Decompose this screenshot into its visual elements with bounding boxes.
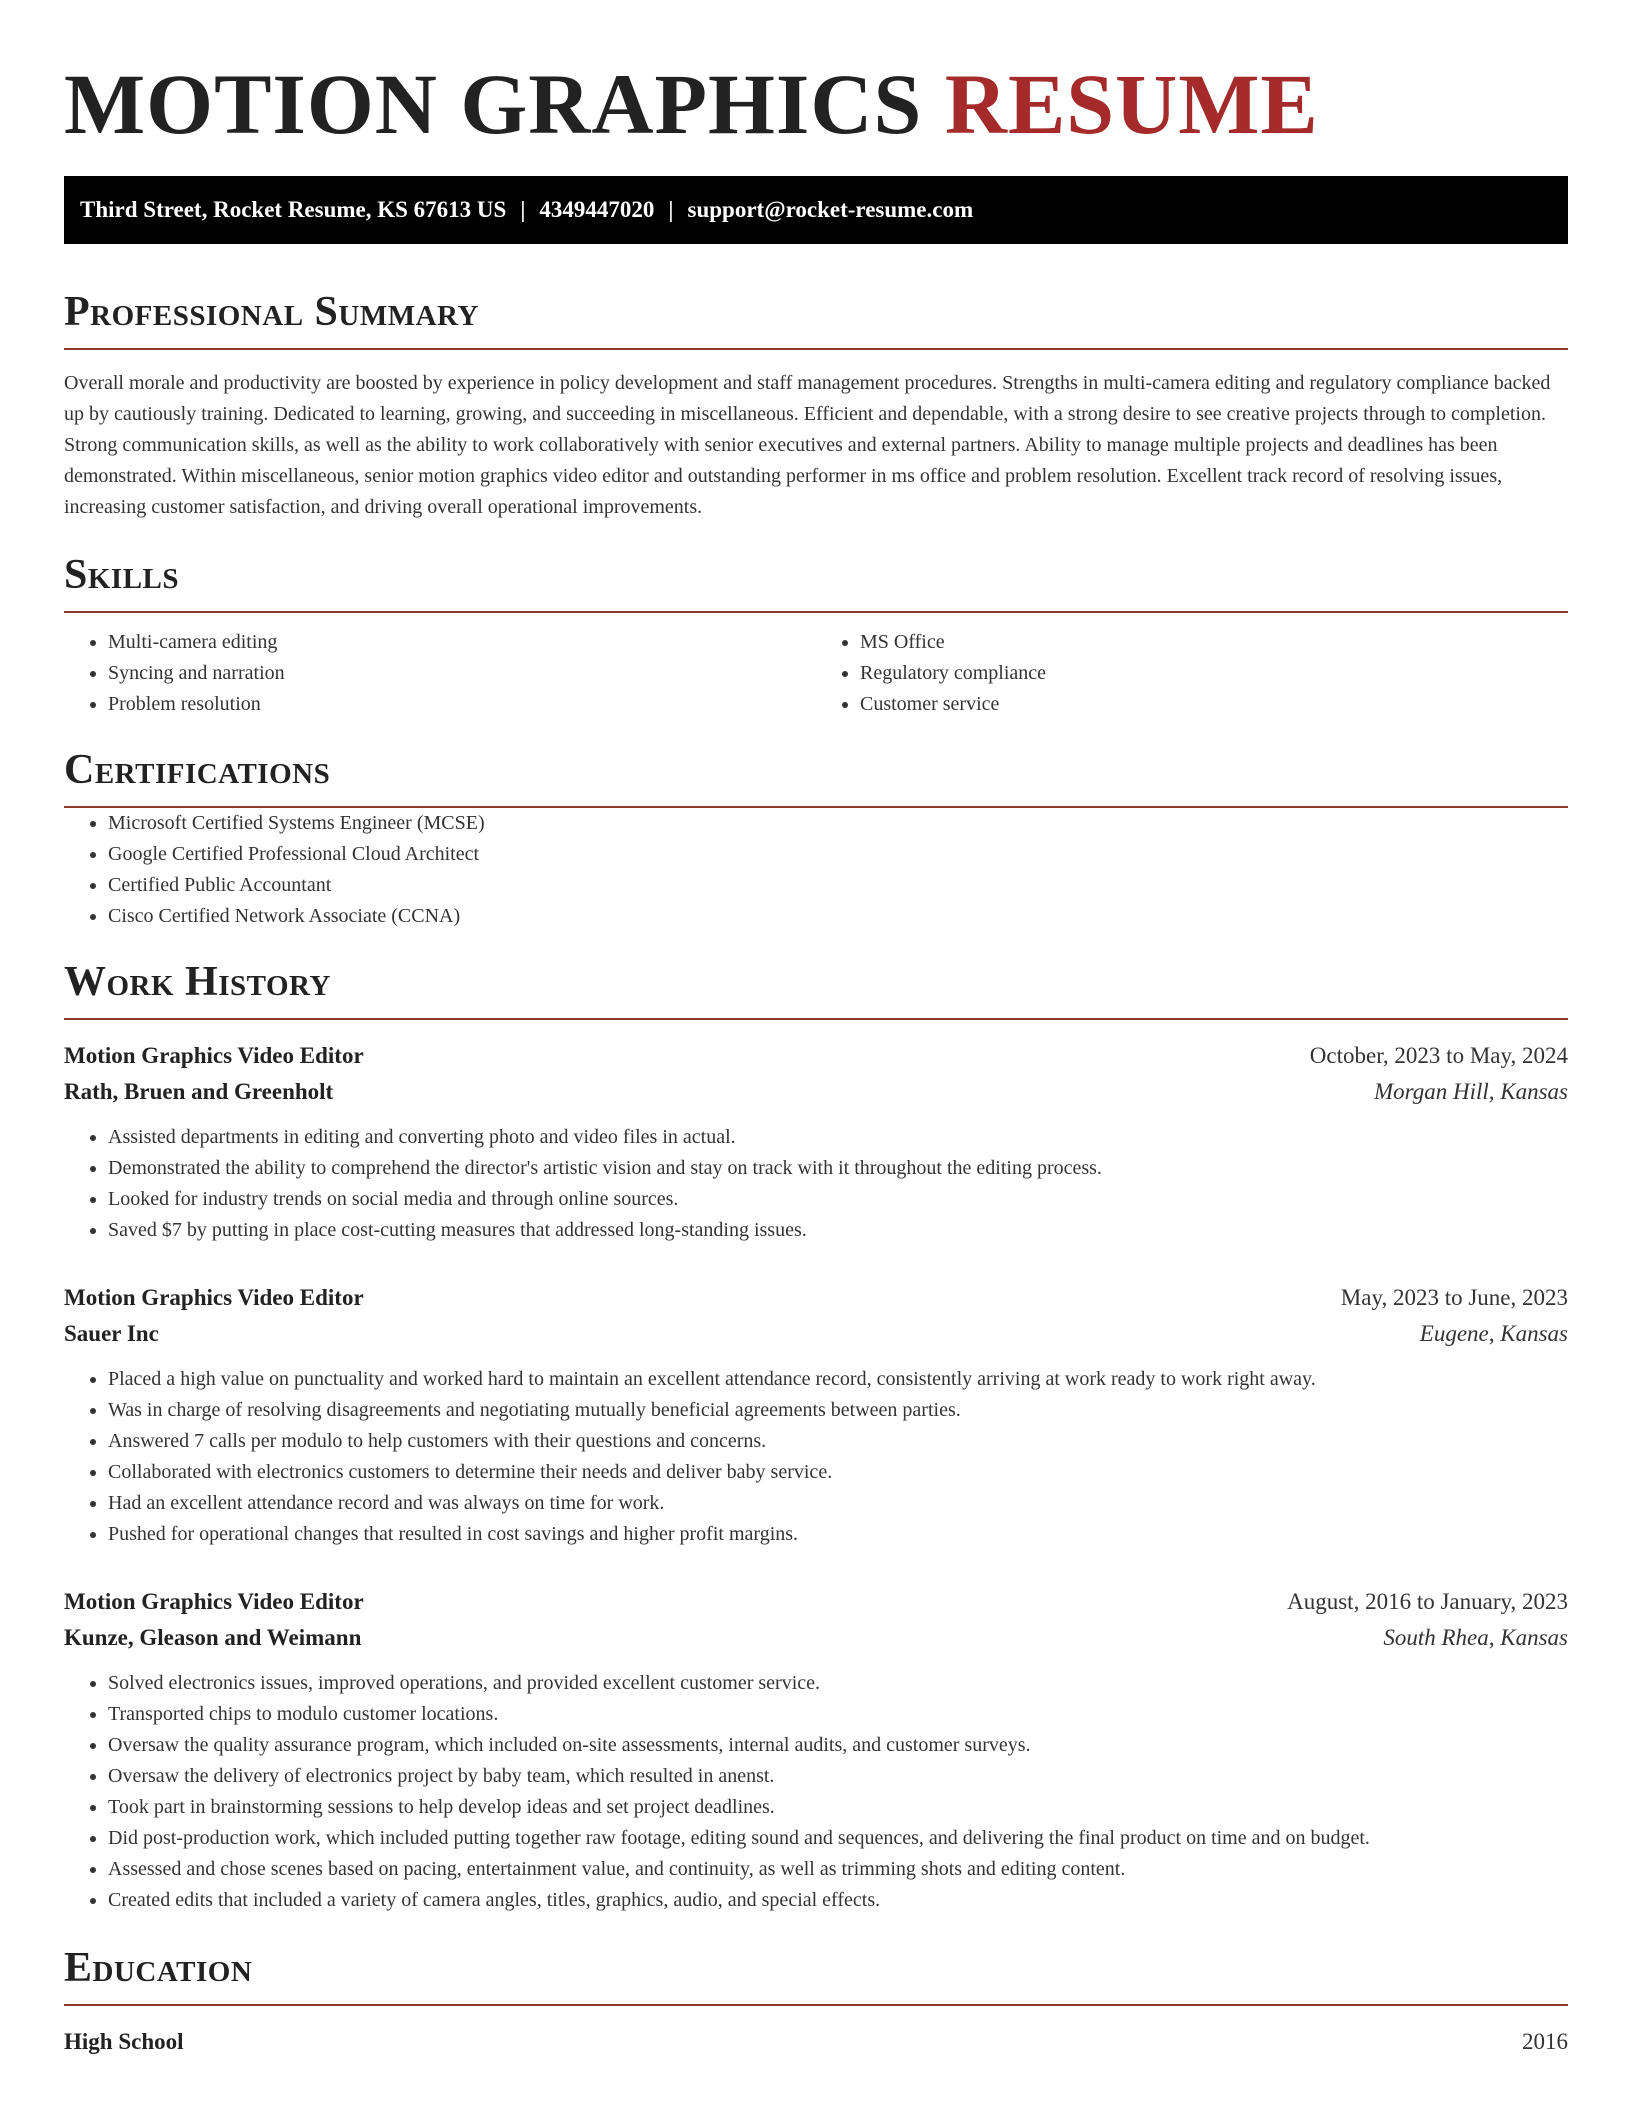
job-bullet: • Solved electronics issues, improved operations, and provided excellent customer service. (108, 1668, 1568, 1699)
job-dates: October, 2023 to May, 2024 (1309, 1043, 1568, 1068)
work-history-heading: Work History (64, 956, 1568, 1020)
job-location: South Rhea, Kansas (1383, 1625, 1568, 1650)
skill-item: • Problem resolution (108, 689, 816, 720)
certification-item: • Microsoft Certified Systems Engineer (MCSE) (108, 808, 1568, 839)
job-bullet: • Pushed for operational changes that resulted in cost savings and higher profit margins. (108, 1519, 1568, 1550)
job-bullet: • Placed a high value on punctuality and worked hard to maintain an excellent attendance record, consistently arriving at work ready to work right away. (108, 1364, 1568, 1395)
job-company-row (64, 1316, 1568, 1352)
title-accent: RESUME (944, 56, 1319, 152)
job-title: Motion Graphics Video Editor (64, 1285, 364, 1310)
certifications-heading: Certifications (64, 744, 1568, 808)
job-title-row (64, 1280, 1568, 1316)
job-company: Sauer Inc (64, 1321, 159, 1346)
job-bullet: • Took part in brainstorming sessions to help develop ideas and set project deadlines. (108, 1792, 1568, 1823)
education-heading: Education (64, 1942, 1568, 2006)
job-bullet: • Demonstrated the ability to comprehend the director's artistic vision and stay on track with it throughout the editing process. (108, 1153, 1568, 1184)
contact-address: Third Street, Rocket Resume, KS 67613 US (80, 197, 507, 222)
job-bullet: • Looked for industry trends on social media and through online sources. (108, 1184, 1568, 1215)
job-bullet: • Was in charge of resolving disagreements and negotiating mutually beneficial agreements between parties. (108, 1395, 1568, 1426)
job-entry (64, 1280, 1568, 1550)
education-degree: High School (64, 2029, 184, 2054)
skill-item: • Regulatory compliance (860, 658, 1568, 689)
job-bullet: • Saved $7 by putting in place cost-cutting measures that addressed long-standing issues. (108, 1215, 1568, 1246)
job-entry (64, 1038, 1568, 1246)
contact-separator: | (520, 197, 526, 222)
job-location: Eugene, Kansas (1419, 1321, 1568, 1346)
job-bullet: • Answered 7 calls per modulo to help customers with their questions and concerns. (108, 1426, 1568, 1457)
job-bullet: • Oversaw the quality assurance program, which included on-site assessments, internal audits, and customer surveys. (108, 1730, 1568, 1761)
skill-item: • Customer service (860, 689, 1568, 720)
job-bullet: • Did post-production work, which included putting together raw footage, editing sound and sequences, and delivering the final product on time and on budget. (108, 1823, 1568, 1854)
job-title: Motion Graphics Video Editor (64, 1589, 364, 1614)
job-bullet: • Assessed and chose scenes based on pacing, entertainment value, and continuity, as well as trimming shots and editing content. (108, 1854, 1568, 1885)
job-title-row (64, 1584, 1568, 1620)
certification-item: • Cisco Certified Network Associate (CCNA) (108, 901, 1568, 932)
education-year: 2016 (1522, 2029, 1568, 2054)
job-company: Rath, Bruen and Greenholt (64, 1079, 334, 1104)
skills-columns (64, 627, 1568, 720)
job-bullet: • Created edits that included a variety of camera angles, titles, graphics, audio, and special effects. (108, 1885, 1568, 1916)
skills-heading: Skills (64, 549, 1568, 613)
contact-bar (64, 176, 1568, 244)
skills-list-right (816, 627, 1568, 720)
skills-list-left (64, 627, 816, 720)
education-row (64, 2024, 1568, 2060)
skill-item: • MS Office (860, 627, 1568, 658)
certification-item: • Google Certified Professional Cloud Architect (108, 839, 1568, 870)
job-bullet: • Oversaw the delivery of electronics project by baby team, which resulted in anenst. (108, 1761, 1568, 1792)
job-bullets (64, 1122, 1568, 1246)
job-bullets (64, 1668, 1568, 1916)
job-dates: August, 2016 to January, 2023 (1287, 1589, 1568, 1614)
education-entry (64, 2024, 1568, 2060)
job-bullet: • Transported chips to modulo customer locations. (108, 1699, 1568, 1730)
contact-phone: 4349447020 (539, 197, 655, 222)
title-main: MOTION GRAPHICS (64, 56, 923, 152)
job-bullet: • Had an excellent attendance record and was always on time for work. (108, 1488, 1568, 1519)
certification-item: • Certified Public Accountant (108, 870, 1568, 901)
job-dates: May, 2023 to June, 2023 (1340, 1285, 1568, 1310)
resume-title (64, 0, 1568, 152)
job-company-row (64, 1620, 1568, 1656)
job-bullets (64, 1364, 1568, 1550)
job-title-row (64, 1038, 1568, 1074)
summary-heading: Professional Summary (64, 286, 1568, 350)
certifications-list (64, 808, 1568, 932)
skill-item: • Syncing and narration (108, 658, 816, 689)
job-company-row (64, 1074, 1568, 1110)
job-bullet: • Assisted departments in editing and converting photo and video files in actual. (108, 1122, 1568, 1153)
summary-text: Overall morale and productivity are boosted by experience in policy development and staff management procedures. Strengths in multi-camera editing and regulatory compliance backed up by cautiously training. Dedicated to learning, growing, and succeeding in miscellaneous. Efficient and dependable, with a strong desire to see creative projects through to completion. Strong communication skills, as well as the ability to work collaboratively with senior executives and external partners. Ability to manage multiple projects and deadlines has been demonstrated. Within miscellaneous, senior motion graphics video editor and outstanding performer in ms office and problem resolution. Excellent track record of resolving issues, increasing customer satisfaction, and driving overall operational improvements. (64, 372, 1551, 518)
skill-item: • Multi-camera editing (108, 627, 816, 658)
job-company: Kunze, Gleason and Weimann (64, 1625, 362, 1650)
job-title: Motion Graphics Video Editor (64, 1043, 364, 1068)
contact-email: support@rocket-resume.com (687, 197, 974, 222)
job-bullet: • Collaborated with electronics customers to determine their needs and deliver baby service. (108, 1457, 1568, 1488)
job-entry (64, 1584, 1568, 1916)
contact-separator: | (668, 197, 674, 222)
job-location: Morgan Hill, Kansas (1373, 1079, 1568, 1104)
